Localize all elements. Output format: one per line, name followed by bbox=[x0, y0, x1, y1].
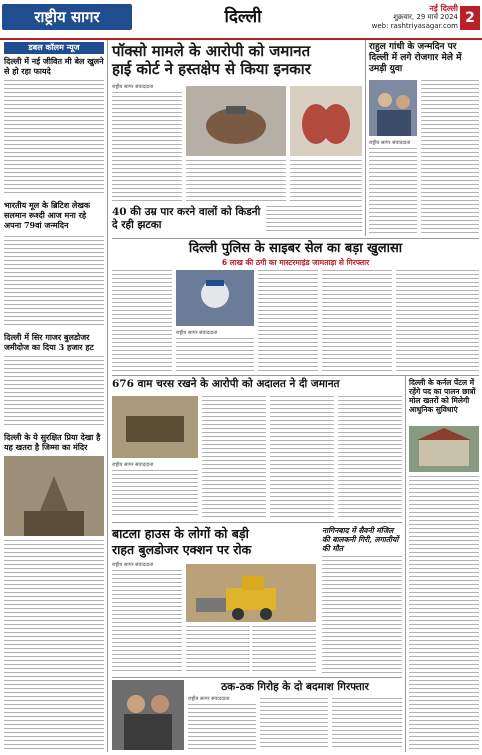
cyber-col4-text bbox=[322, 270, 392, 372]
balcony-text bbox=[322, 556, 402, 674]
charas-photo bbox=[112, 396, 198, 458]
masthead-website: web: rashtriyasagar.com bbox=[371, 22, 458, 30]
job-fair-photo bbox=[369, 80, 417, 136]
cyber-cell-subhead: 6 लाख की ठगी का मास्टरमाइंड जामताड़ा से गिरफ्तार bbox=[221, 258, 370, 267]
right-top-headline: राहुल गांधी के जन्मदिन पर दिल्ली में लगे रोजगार मेले में उमड़ी युवा bbox=[369, 42, 462, 74]
accused-photo bbox=[112, 680, 184, 750]
kidney-headline: 40 की उम्र पार करने वालों को किडनी दे रही झटका bbox=[112, 206, 261, 231]
edition-title: दिल्ली bbox=[224, 7, 262, 27]
balcony-headline: नागिनबाद में सैवनी मंजिल की बालकनी गिरी, लगातीयों की मौत bbox=[322, 526, 399, 553]
batla-col1-text bbox=[112, 570, 182, 674]
column-divider bbox=[405, 376, 406, 752]
thak-thak-col1-text bbox=[188, 704, 256, 750]
double-column-box-title: डबल कॉलम न्यूज bbox=[4, 42, 104, 54]
left-story3-text bbox=[4, 356, 104, 428]
lead-byline: राष्ट्रीय सागर संवाददाता bbox=[112, 84, 154, 90]
bulldozer-photo bbox=[186, 564, 316, 622]
column-divider bbox=[365, 40, 366, 236]
batla-col3-text bbox=[252, 626, 316, 674]
lead-headline-line2: हाई कोर्ट ने हस्तक्षेप से किया इनकार bbox=[112, 60, 311, 78]
batla-headline-line2: राहत बुलडोजर एक्शन पर रोक bbox=[112, 542, 252, 557]
charas-photo-art bbox=[112, 396, 198, 458]
column-divider bbox=[107, 40, 108, 752]
lead-headline-line1: पॉक्सो मामले के आरोपी को जमानत bbox=[112, 42, 311, 60]
school-photo-art bbox=[409, 426, 479, 472]
left-story1-headline: दिल्ली में नई जीवित मी बेल खुलने से हो रहा फायदे bbox=[4, 56, 104, 76]
kidney-col-text bbox=[266, 206, 362, 234]
court-col3-text bbox=[270, 396, 334, 518]
batla-col2-text bbox=[186, 626, 250, 674]
cyber-col3-text bbox=[258, 270, 318, 372]
left-story4-headline: दिल्ली के ये सुरक्षित प्रिया देखा है यह खतरा है जिम्मा का मंदिर bbox=[4, 432, 101, 452]
thak-thak-byline: राष्ट्रीय सागर संवाददाता bbox=[188, 696, 230, 702]
court-col1-text bbox=[112, 470, 198, 518]
police-photo-art bbox=[176, 270, 254, 326]
section-rule bbox=[112, 238, 479, 239]
cyber-byline: राष्ट्रीय सागर संवाददाता bbox=[176, 330, 218, 336]
left-story2-headline: भारतीय मूल के ब्रिटिश लेखक सलमान रूश्दी आज मना रहे अपना 79वां जन्मदिन bbox=[4, 200, 91, 230]
temple-photo bbox=[4, 456, 104, 536]
kidney-photo-art bbox=[290, 86, 362, 156]
kidney-photo bbox=[290, 86, 362, 156]
cyber-col2-text bbox=[176, 338, 254, 372]
thak-thak-col3-text bbox=[332, 698, 402, 750]
batla-byline: राष्ट्रीय सागर संवाददाता bbox=[112, 562, 154, 568]
right-top-byline: राष्ट्रीय सागर संवाददाता bbox=[369, 140, 411, 146]
left-story4-text bbox=[4, 540, 104, 750]
masthead-city: नई दिल्ली bbox=[429, 4, 458, 13]
temple-photo-art bbox=[4, 456, 104, 536]
left-story1-text bbox=[4, 80, 104, 196]
court-col4-text bbox=[338, 396, 402, 518]
hands-photo-art bbox=[186, 86, 286, 156]
cyber-col5-text bbox=[396, 270, 479, 372]
police-photo bbox=[176, 270, 254, 326]
accused-photo-art bbox=[112, 680, 184, 750]
section-rule bbox=[112, 375, 479, 376]
section-rule bbox=[112, 677, 402, 678]
bulldozer-photo-art bbox=[186, 564, 316, 622]
batla-headline-line1: बाटला हाउस के लोगों को बड़ी bbox=[112, 526, 249, 541]
lead-col3-text bbox=[290, 160, 362, 202]
section-rule bbox=[112, 522, 402, 523]
lead-col2-text bbox=[186, 160, 286, 202]
cyber-cell-headline: दिल्ली पुलिस के साइबर सेल का बड़ा खुलासा bbox=[188, 241, 403, 256]
school-photo bbox=[409, 426, 479, 472]
right-top-text-a bbox=[369, 148, 417, 234]
masthead-info bbox=[366, 4, 458, 31]
thak-thak-col2-text bbox=[260, 698, 328, 750]
page-number: 2 bbox=[460, 6, 480, 30]
lead-col1-text bbox=[112, 92, 182, 202]
left-story3-headline: दिल्ली में सिर गाजर बुलडोजर जमीदोज का दिया 3 हजार हट bbox=[4, 332, 94, 352]
court-byline: राष्ट्रीय सागर संवाददाता bbox=[112, 462, 154, 468]
newspaper-logo: राष्ट्रीय सागर bbox=[2, 4, 132, 30]
hands-photo bbox=[186, 86, 286, 156]
right-box-text bbox=[409, 476, 479, 750]
court-col2-text bbox=[202, 396, 266, 518]
job-fair-photo-art bbox=[369, 80, 417, 136]
cyber-col1-text bbox=[112, 270, 172, 372]
masthead-date: शुक्रवार, 29 मार्च 2024 bbox=[393, 13, 458, 21]
thak-thak-headline: ठक-ठक गिरोह के दो बदमाश गिरफ्तार bbox=[221, 681, 369, 693]
left-story2-text bbox=[4, 236, 104, 328]
right-box-headline: दिल्ली के कर्नल पेंटल में रहेंगे पद का पालन छात्रों मोल खतरों को मिलेगी आधुनिक सुविधाएं bbox=[409, 378, 476, 414]
court-headline: 676 वाम चरस रखने के आरोपी को अदालत ने दी जमानत bbox=[112, 378, 340, 390]
right-top-text-b bbox=[421, 80, 479, 234]
